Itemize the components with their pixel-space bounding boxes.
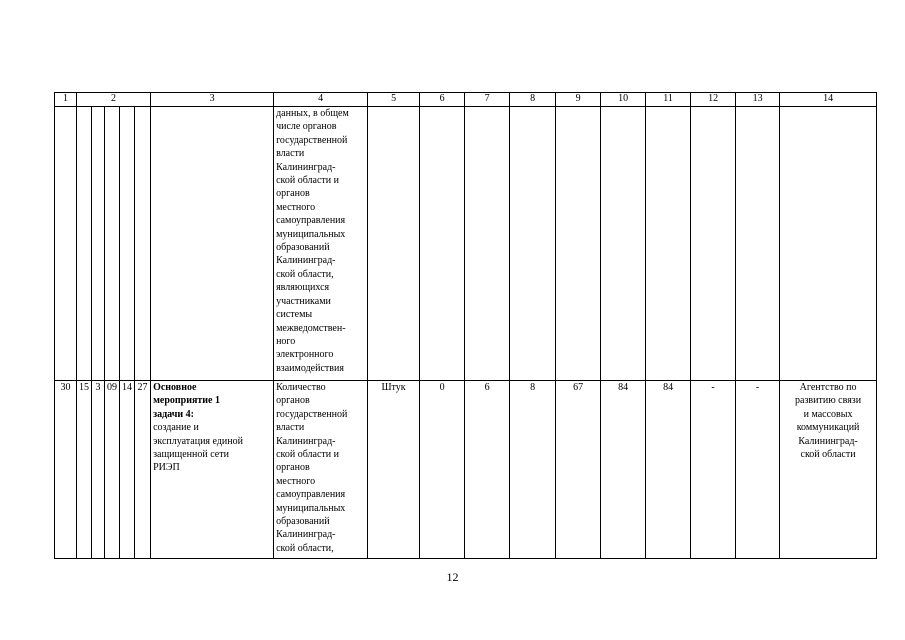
text-line: органов bbox=[276, 188, 310, 200]
cell bbox=[135, 107, 151, 381]
text-line: участниками bbox=[276, 295, 331, 307]
cell bbox=[510, 107, 556, 381]
text-line: и массовых bbox=[803, 408, 853, 420]
cell bbox=[601, 107, 646, 381]
text-line: Калининград- bbox=[798, 435, 858, 447]
text-line: РИЭП bbox=[153, 462, 180, 474]
col-header-6: 6 bbox=[420, 93, 465, 107]
text-line: развитию связи bbox=[795, 395, 862, 407]
text-line: задачи 4: bbox=[153, 408, 194, 420]
value-cell: - bbox=[736, 381, 780, 559]
col-header-8: 8 bbox=[510, 93, 556, 107]
text-line: Калининград- bbox=[276, 255, 336, 267]
text-line: самоуправления bbox=[276, 215, 346, 227]
text-line: создание и bbox=[153, 422, 199, 434]
continuation-row bbox=[55, 107, 877, 381]
col-header-13: 13 bbox=[736, 93, 780, 107]
col-header-11: 11 bbox=[646, 93, 691, 107]
text-line: Калининград- bbox=[276, 435, 336, 447]
text-line: мероприятие 1 bbox=[153, 395, 220, 407]
cell bbox=[646, 107, 691, 381]
text-line: ской области и bbox=[276, 175, 339, 187]
text-line: защищенной сети bbox=[153, 449, 229, 461]
text-line: взаимодействия bbox=[276, 362, 344, 374]
indicators-table bbox=[54, 92, 877, 559]
cell bbox=[556, 107, 601, 381]
text-line: Количество bbox=[276, 382, 326, 393]
col-header-12: 12 bbox=[691, 93, 736, 107]
col-header-4: 4 bbox=[274, 93, 368, 107]
text-line: эксплуатация единой bbox=[153, 435, 243, 447]
text-line: местного bbox=[276, 475, 316, 487]
text-line: Калининград- bbox=[276, 161, 336, 173]
col-header-5: 5 bbox=[368, 93, 420, 107]
col-header-9: 9 bbox=[556, 93, 601, 107]
text-line: образований bbox=[276, 516, 330, 528]
indicator-cell bbox=[274, 381, 368, 559]
header-row bbox=[55, 93, 877, 107]
cell bbox=[77, 107, 92, 381]
activity-row bbox=[55, 381, 877, 559]
cell bbox=[736, 107, 780, 381]
cell bbox=[151, 107, 274, 381]
activity-name-cell bbox=[151, 381, 274, 559]
page-number: 12 bbox=[446, 570, 459, 584]
value-cell: 84 bbox=[646, 381, 691, 559]
text-line: органов bbox=[276, 462, 310, 474]
row-number: 30 bbox=[55, 381, 77, 559]
value-cell: 0 bbox=[420, 381, 465, 559]
code-cell: 27 bbox=[135, 381, 151, 559]
value-cell: 67 bbox=[556, 381, 601, 559]
col-header-2: 2 bbox=[77, 93, 151, 107]
value-cell: 84 bbox=[601, 381, 646, 559]
text-line: муниципальных bbox=[276, 228, 346, 240]
col-header-10: 10 bbox=[601, 93, 646, 107]
text-line: муниципальных bbox=[276, 502, 346, 514]
cell bbox=[465, 107, 510, 381]
cell bbox=[92, 107, 105, 381]
text-line: ской области и bbox=[276, 449, 339, 461]
text-line: власти bbox=[276, 148, 305, 160]
cell bbox=[105, 107, 120, 381]
text-line: государственной bbox=[276, 134, 348, 146]
text-line: ской области bbox=[800, 449, 856, 461]
col-header-7: 7 bbox=[465, 93, 510, 107]
responsible-cell bbox=[780, 381, 877, 559]
text-line: власти bbox=[276, 422, 305, 434]
col-header-3: 3 bbox=[151, 93, 274, 107]
value-cell: 6 bbox=[465, 381, 510, 559]
col-header-1: 1 bbox=[55, 93, 77, 107]
code-cell: 15 bbox=[77, 381, 92, 559]
cell bbox=[420, 107, 465, 381]
text-line: данных, в общем bbox=[276, 108, 349, 119]
col-header-14: 14 bbox=[780, 93, 877, 107]
cell bbox=[120, 107, 135, 381]
text-line: коммуникаций bbox=[796, 422, 860, 434]
text-line: местного bbox=[276, 201, 316, 213]
unit-cell: Штук bbox=[368, 381, 420, 559]
text-line: электронного bbox=[276, 349, 334, 361]
text-line: Основное bbox=[153, 382, 197, 393]
cell bbox=[55, 107, 77, 381]
value-cell: 8 bbox=[510, 381, 556, 559]
text-line: государственной bbox=[276, 408, 348, 420]
text-line: ской области, bbox=[276, 268, 334, 280]
indicator-continuation-cell bbox=[274, 107, 368, 381]
cell bbox=[368, 107, 420, 381]
text-line: ской области, bbox=[276, 542, 334, 554]
code-cell: 3 bbox=[92, 381, 105, 559]
text-line: самоуправления bbox=[276, 489, 346, 501]
text-line: являющихся bbox=[276, 282, 330, 294]
text-line: системы bbox=[276, 309, 313, 321]
cell bbox=[691, 107, 736, 381]
code-cell: 14 bbox=[120, 381, 135, 559]
value-cell: - bbox=[691, 381, 736, 559]
text-line: ного bbox=[276, 335, 296, 347]
code-cell: 09 bbox=[105, 381, 120, 559]
text-line: числе органов bbox=[276, 121, 337, 133]
text-line: межведомствен- bbox=[276, 322, 346, 334]
text-line: Калининград- bbox=[276, 529, 336, 541]
text-line: образований bbox=[276, 242, 330, 254]
text-line: органов bbox=[276, 395, 310, 407]
cell bbox=[780, 107, 877, 381]
text-line: Агентство по bbox=[799, 382, 857, 393]
